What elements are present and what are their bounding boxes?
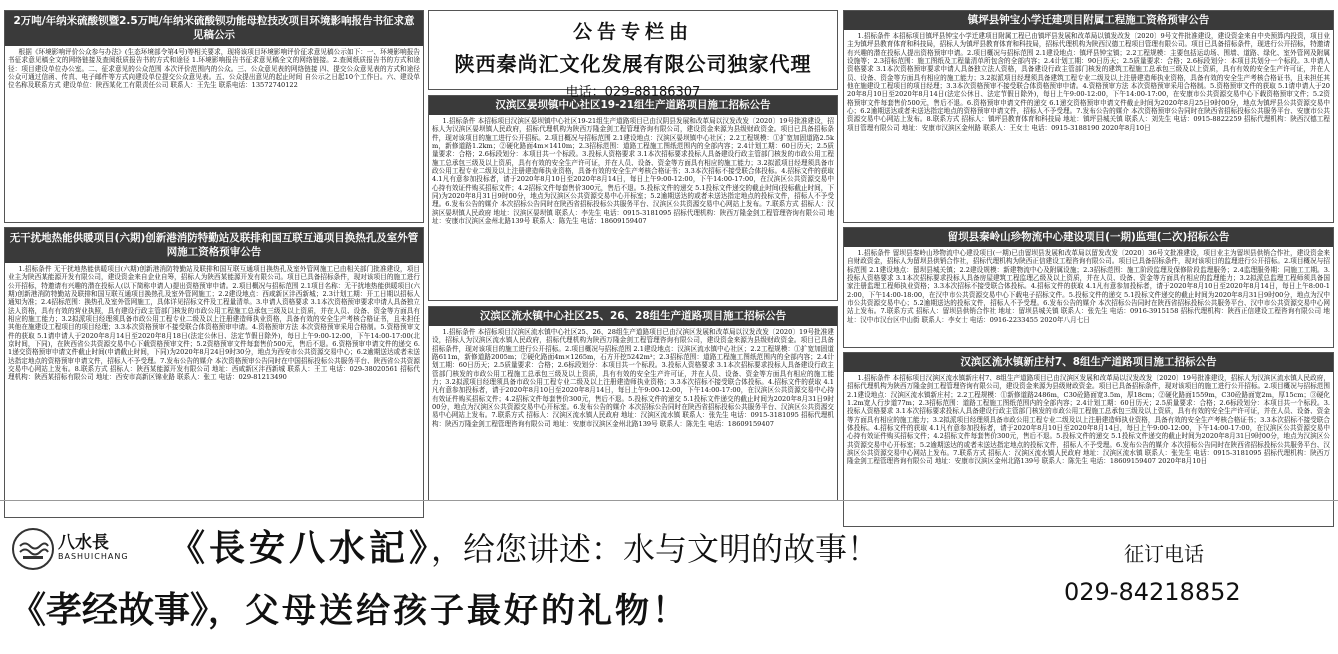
book-advertisement: [4, 510, 1334, 648]
notice-zhenping: [843, 10, 1334, 223]
bashuichang-logo: [12, 526, 182, 572]
notice-title: 镇坪县钟宝小学迁建项目附属工程施工资格预审公告: [844, 11, 1333, 30]
notice-body: 1.招标条件 本招标项目汉滨区晏坝镇中心社区19-21组生产道路项目已由汉阴县发展和改革局以汉发改发〔2020〕19号批准建设，招标人为汉滨区晏坝镇人民政府，招标代理机构为陕西万隆金剑工程管理咨询有限公司，建设资金来源为县级财政资金。项目已具备招标条件，现对该项目的施工进行公开招标。2.项目概况与招标范围 2.1建设地点：汉滨区晏坝镇中心社区；2.2工程规模：①扩宽加固道路2.5km，新修道路1.2km；②硬化路面4m×1410m；2.3招标范围：道路工程施工图纸范围内的全部内容；2.4计划工期：60日历天；2.5质量要求：合格；2.6标段划分：本项目共一个标段。3.投标人资格要求 3.1本次招标要求投标人具备建设行政主管部门核发的市政公用工程施工总承包三级及以上资质，具有有效的安全生产许可证，并在人员、设备、资金等方面具有相应的施工能力；3.2拟派项目经理须具备市政公用工程专业二级及以上注册建造师执业资格，具备有效的安全生产考核合格证书；3.3本次招标不接受联合体投标。4.招标文件的获取 4.1凡有意参加投标者，请于2020年8月10日至2020年8月14日，每日上午9:00-12:00，下午14:00-17:00，在汉滨区公共资源交易中心持有效证件购买招标文件；4.2招标文件每套售价300元，售后不退。5.投标文件的递交 5.1投标文件递交的截止时间(投标截止时间，下同)为2020年8月31日9时00分，地点为汉滨区公共资源交易中心开标室；5.2逾期送达的或者未送达指定地点的投标文件，招标人不予受理。6.发布公告的媒介 本次招标公告同时在陕西省招标投标公共服务平台、汉滨区公共资源交易中心网站上发布。7.联系方式 招标人：汉滨区晏坝镇人民政府 地址：汉滨区晏坝镇 联系人：李先生 电话：0915-3181095 招标代理机构：陕西万隆金剑工程管理咨询有限公司 地址：安康市汉滨区金州北路139号 联系人：陈先生 电话：18609159407: [432, 117, 834, 226]
notice-title: 2万吨/年纳米硫酸钡暨2.5万吨/年纳米硫酸钡功能母粒技改项目环境影响报告书征求意见稿公示: [5, 11, 423, 46]
subscription-box: [1004, 510, 1334, 648]
ad-slogan-1: ，给您讲述：水与文明的故事！: [431, 530, 880, 568]
notice-title: 汉滨区流水镇新庄村7、8组生产道路项目施工招标公告: [844, 353, 1333, 372]
notice-title: 留坝县秦岭山珍物流中心建设项目(一期)监理(二次)招标公告: [844, 228, 1333, 247]
subscription-phone: 029-84218852: [1064, 578, 1241, 606]
notice-liuba: [843, 227, 1334, 348]
notice-liushui-center: [428, 306, 838, 501]
logo-pinyin: BASHUICHANG: [58, 552, 129, 561]
notice-body: 1.招标条件 无干扰地热能供暖项目(六期)创新港消防特勤站及联排和国互联互通项目换热孔及室外管网施工已由相关部门批准建设，项目业主为陕西某能源开发有限公司，建设资金来自企业自筹，招标人为陕西某能源开发有限公司。项目已具备招标条件，现对该项目的施工进行公开招标，特邀请有兴趣的潜在投标人(以下简称申请人)提出资格预审申请。2.项目概况与招标范围 2.1项目名称：无干扰地热能供暖项目(六期)创新港消防特勤站及联排和国互联互通项目换热孔及室外管网施工；2.2建设地点：西咸新区沣西新城；2.3计划工期：开工日期以招标人通知为准；2.4招标范围：换热孔及室外管网施工，具体详见招标文件及工程量清单。3.申请人资格要求 3.1本次资格预审要求申请人具备独立法人资格，具有有效的营业执照，具有建设行政主管部门核发的市政公用工程施工总承包三级及以上资质，并在人员、设备、资金等方面具有相应的施工能力；3.2拟派项目经理须具备市政公用工程专业二级及以上注册建造师执业资格，具备有效的安全生产考核合格证书，且未担任其他在施建设工程项目的项目经理；3.3本次资格预审不接受联合体资格预审申请。4.资格预审方法 本次资格预审采用合格制。5.资格预审文件的获取 5.1请申请人于2020年8月14日至2020年8月18日(法定公休日、法定节假日除外)，每日上午9:00-12:00，下午14:00-17:00(北京时间，下同)，在陕西省公共资源交易中心下载资格预审文件；5.2资格预审文件每套售价500元，售后不退。6.资格预审申请文件的递交 6.1递交资格预审申请文件截止时间(申请截止时间，下同)为2020年8月24日9时30分，地点为西安市公共资源交易中心；6.2逾期送达或者未送达指定地点的资格预审申请文件，招标人不予受理。7.发布公告的媒介 本次资格预审公告同时在中国招标投标公共服务平台、陕西省公共资源交易中心网站上发布。8.联系方式 招标人：陕西某能源开发有限公司 地址：西咸新区沣西新城 联系人：王工 电话：029-38020561 招标代理机构：陕西某招标有限公司 地址：西安市高新区锦业路 联系人：张工 电话：029-81213490: [8, 265, 420, 382]
promo-title: 公告专栏由: [572, 21, 693, 43]
right-column: [843, 10, 1334, 527]
subscription-label: 征订电话: [1124, 542, 1204, 566]
ad-line-xiaojing: [10, 582, 689, 633]
section-divider: [0, 500, 1338, 501]
water-wave-icon: [12, 528, 54, 570]
ad-line-changan: [169, 520, 879, 571]
notice-body: 1.招标条件 本招标项目汉滨区流水镇新庄村7、8组生产道路项目已由汉滨区发展和改革局以汉发改发〔2020〕19号批准建设，招标人为汉滨区流水镇人民政府，招标代理机构为陕西万隆金剑工程管理咨询有限公司，建设资金来源为县级财政资金。项目已具备招标条件，现对该项目的施工进行公开招标。2.项目概况与招标范围 2.1建设地点：汉滨区流水镇新庄村；2.2工程规模：①新修道路2486m，C30砼路面宽3.5m，厚18cm；②硬化路面1559m，C30砼路面宽2m，厚15cm；③硬化1.2m宽人行步道77m；2.3招标范围：道路工程施工图纸范围内的全部内容；2.4计划工期：60日历天；2.5质量要求：合格；2.6标段划分：本项目共一个标段。3.投标人资格要求 3.1本次招标要求投标人具备建设行政主管部门核发的市政公用工程施工总承包三级及以上资质，具有有效的安全生产许可证，并在人员、设备、资金等方面具有相应的施工能力；3.2拟派项目经理须具备市政公用工程专业二级及以上注册建造师执业资格，具备有效的安全生产考核合格证书；3.3本次招标不接受联合体投标。4.招标文件的获取 4.1凡有意参加投标者，请于2020年8月10日至2020年8月14日，每日上午9:00-12:00，下午14:00-17:00，在汉滨区公共资源交易中心持有效证件购买招标文件；4.2招标文件每套售价300元，售后不退。5.投标文件的递交 5.1投标文件递交的截止时间为2020年8月31日9时00分，地点为汉滨区公共资源交易中心开标室；5.2逾期送达的或者未送达指定地点的投标文件，招标人不予受理。6.发布公告的媒介 本次招标公告同时在陕西省招标投标公共服务平台、汉滨区公共资源交易中心网站上发布。7.联系方式 招标人：汉滨区流水镇人民政府 地址：汉滨区流水镇 联系人：张先生 电话：0915-3181095 招标代理机构：陕西万隆金剑工程管理咨询有限公司 地址：安康市汉滨区金州北路139号 联系人：陈先生 电话：18609159407 2020年8月10日: [847, 374, 1330, 466]
notice-title: 无干扰地热能供暖项目(六期)创新港消防特勤站及联排和国互联互通项目换热孔及室外管网施工资格预审公告: [5, 228, 423, 263]
middle-column: [428, 10, 838, 501]
book-title-xiaojing: 《孝经故事》: [10, 589, 209, 631]
logo-name: 八水長: [58, 533, 109, 553]
ad-slogan-2: ，父母送给孩子最好的礼物！: [208, 591, 690, 631]
notice-eia: [4, 10, 424, 223]
notice-body: 1.招标条件 本招标项目汉滨区流水镇中心社区25、26、28组生产道路项目已由汉滨区发展和改革局以汉发改发〔2020〕19号批准建设，招标人为汉滨区流水镇人民政府，招标代理机构为陕西万隆金剑工程管理咨询有限公司，建设资金来源为县级财政资金。项目已具备招标条件，现对该项目的施工进行公开招标。2.项目概况与招标范围 2.1建设地点：汉滨区流水镇中心社区；2.2工程规模：①扩宽加固道路611m，新修道路2005m；②硬化路面4m×1265m，石方开挖5242m³；2.3招标范围：道路工程施工图纸范围内的全部内容；2.4计划工期：60日历天；2.5质量要求：合格；2.6标段划分：本项目共一个标段。3.投标人资格要求 3.1本次招标要求投标人具备建设行政主管部门核发的市政公用工程施工总承包三级及以上资质，具有有效的安全生产许可证，并在人员、设备、资金等方面具有相应的施工能力；3.2拟派项目经理须具备市政公用工程专业二级及以上注册建造师执业资格；3.3本次招标不接受联合体投标。4.招标文件的获取 4.1凡有意参加投标者，请于2020年8月10日至2020年8月14日，每日上午9:00-12:00，下午14:00-17:00，在汉滨区公共资源交易中心持有效证件购买招标文件；4.2招标文件每套售价300元，售后不退。5.投标文件的递交 5.1投标文件递交的截止时间为2020年8月31日9时00分，地点为汉滨区公共资源交易中心开标室。6.发布公告的媒介 本次招标公告同时在陕西省招标投标公共服务平台、汉滨区公共资源交易中心网站上发布。7.联系方式 招标人：汉滨区流水镇人民政府 地址：汉滨区流水镇 联系人：张先生 电话：0915-3181095 招标代理机构：陕西万隆金剑工程管理咨询有限公司 地址：安康市汉滨区金州北路139号 联系人：陈先生 电话：18609159407: [432, 328, 834, 428]
promo-box: [428, 10, 838, 100]
promo-agency: 陕西秦尚汇文化发展有限公司独家代理: [454, 52, 812, 76]
notice-geothermal: [4, 227, 424, 518]
notice-body: 1.招标条件 本招标项目镇坪县钟宝小学迁建项目附属工程已由镇坪县发展和改革局以镇发改发〔2020〕9号文件批准建设，建设资金来自中央预算内投资，项目业主为镇坪县教育体育和科技局，招标人为镇坪县教育体育和科技局，招标代理机构为陕西汉德工程项目管理有限公司。项目已具备招标条件，现进行公开招标，特邀请有兴趣的潜在投标人提出资格预审申请。2.项目概况与招标范围 2.1建设地点：镇坪县钟宝镇；2.2工程规模：主要包括运动场、围墙、道路、绿化、室外管网及附属设施等；2.3招标范围：施工图纸及工程量清单所包含的全部内容；2.4计划工期：90日历天；2.5质量要求：合格；2.6标段划分：本项目共划分一个标段。3.申请人资格要求 3.1本次资格预审要求申请人具备独立法人资格，具备建设行政主管部门核发的建筑工程施工总承包三级及以上资质，具有有效的安全生产许可证，并在人员、设备、资金等方面具有相应的施工能力；3.2拟派项目经理须具备建筑工程专业二级及以上注册建造师执业资格，具备有效的安全生产考核合格证书，且未担任其他在施建设工程项目的项目经理；3.3本次资格预审不接受联合体资格预审申请。4.资格预审方法 本次资格预审采用合格制。5.资格预审文件的获取 5.1请申请人于2020年8月10日至2020年8月14日(法定公休日、法定节假日除外)，每日上午9:00-12:00，下午14:00-17:00，在安康市公共资源交易中心下载资格预审文件；5.2资格预审文件每套售价500元，售后不退。6.资格预审申请文件的递交 6.1递交资格预审申请文件截止时间为2020年8月25日9时00分，地点为镇坪县公共资源交易中心；6.2逾期送达或者未送达指定地点的资格预审申请文件，招标人不予受理。7.发布公告的媒介 本次资格预审公告同时在陕西省招标投标公共服务平台、安康市公共资源交易中心网站上发布。8.联系方式 招标人：镇坪县教育体育和科技局 地址：镇坪县城关镇 联系人：刘先生 电话：0915-8822259 招标代理机构：陕西汉德工程项目管理有限公司 地址：安康市汉滨区金州路 联系人：王女士 电话：0915-3188190 2020年8月10日: [847, 32, 1330, 132]
notice-body: 1.招标条件 留坝县秦岭山珍物流中心建设项目(一期)已由留坝县发展和改革局以留发改发〔2020〕36号文批准建设，项目业主为留坝县供销合作社，建设资金来自财政资金，招标人为留坝县供销合作社，招标代理机构为陕西正信建设工程咨询有限公司。项目已具备招标条件，现对该项目的监理进行公开招标。2.项目概况与招标范围 2.1建设地点：留坝县城关镇；2.2建设规模：新建物流中心及附属设施；2.3招标范围：施工阶段监理及保修阶段监理服务；2.4监理服务期：同施工工期。3.投标人资格要求 3.1本次招标要求投标人具备房屋建筑工程监理乙级及以上资质，并在人员、设备、资金等方面具有相应的监理能力；3.2拟派总监理工程师须具备国家注册监理工程师执业资格；3.3本次招标不接受联合体投标。4.招标文件的获取 4.1凡有意参加投标者，请于2020年8月10日至2020年8月14日，每日上午8:00-12:00，下午14:00-18:00，在汉中市公共资源交易中心下载电子招标文件。5.投标文件的递交 5.1投标文件递交的截止时间为2020年8月31日9时00分，地点为汉中市公共资源交易中心；5.2逾期送达的投标文件，招标人不予受理。6.发布公告的媒介 本次招标公告同时在陕西省招标投标公共服务平台、汉中市公共资源交易中心网站上发布。7.联系方式 招标人：留坝县供销合作社 地址：留坝县城关镇 联系人：张先生 电话：0916-3915158 招标代理机构：陕西正信建设工程咨询有限公司 地址：汉中市汉台区中山街 联系人：李女士 电话：0916-2233455 2020年八月七日: [847, 249, 1330, 324]
book-title-changan: 《長安八水記》: [169, 527, 432, 569]
notice-body: 根据《环境影响评价公众参与办法》(生态环境部令第4号)等相关要求，现将该项目环境影响评价征求意见稿公示如下：一、环境影响报告书征求意见稿全文的网络链接及查阅纸质报告书的方式和途径 1.环境影响报告书征求意见稿全文的网络链接。2.查阅纸质报告书的方式和途径：项目建设单位办公室。二、征求意见的公众范围 本次评价范围内的公众。三、公众意见表的网络链接 四、提交公众意见表的方式和途径 公众可通过信函、传真、电子邮件等方式向建设单位提交公众意见表。五、公众提出意见的起止时间 自公示之日起10个工作日。六、建设单位名称及联系方式 建设单位：陕西某化工有限责任公司 联系人：王先生 联系电话：13572740122: [8, 48, 420, 90]
left-column: [4, 10, 424, 518]
promo-phone: 电话：029-88186307: [565, 85, 701, 100]
notice-title: 汉滨区晏坝镇中心社区19-21组生产道路项目施工招标公告: [429, 96, 837, 115]
notice-title: 汉滨区流水镇中心社区25、26、28组生产道路项目施工招标公告: [429, 307, 837, 326]
notice-yanba: [428, 95, 838, 301]
